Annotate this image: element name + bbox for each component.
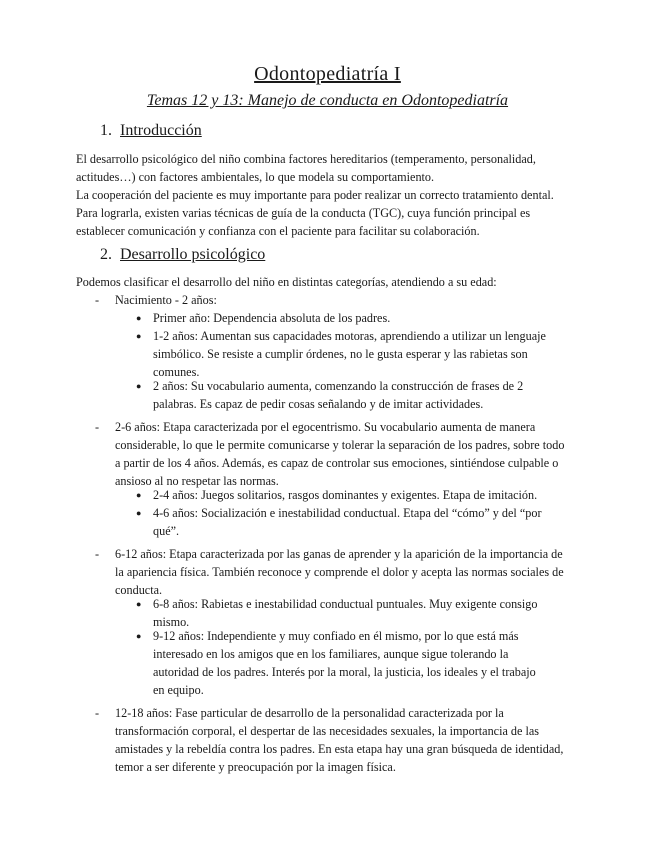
bullet-text: 4-6 años: Socialización e inestabilidad conductual. Etapa del “cómo” y del “por qué”. [153,506,542,538]
dash-marker: - [95,293,100,307]
stage-text: 6-12 años: Etapa caracterizada por las ganas de aprender y la aparición de la importancia de la apariencia física. También reconoce y comprende el dolor y acepta las normas sociales de conducta. [115,547,564,597]
dash-marker: - [95,420,100,434]
section-heading-introduccion [100,122,202,140]
bullet-text: 9-12 años: Independiente y muy confiado en él mismo, por lo que está más interesado en los amigos que en los familiares, aunque sigue tolerando la autoridad de los padres. Interés por la moral, la justicia, los ideales y el trabajo en equipo. [153,629,536,697]
development-lead-paragraph: Podemos clasificar el desarrollo del niño en distintas categorías, atendiendo a su edad: [76,275,497,289]
section-title: Introducción [120,122,202,139]
bullet-icon: ● [136,631,142,641]
section-title: Desarrollo psicológico [120,246,266,263]
bullet-text: Primer año: Dependencia absoluta de los padres. [153,311,391,325]
bullet-icon: ● [136,381,142,391]
dash-marker: - [95,706,100,720]
bullet-icon: ● [136,599,142,609]
document-subtitle: Temas 12 y 13: Manejo de conducta en Odontopediatría [146,92,509,109]
stage-text: 2-6 años: Etapa caracterizada por el egocentrismo. Su vocabulario aumenta de manera considerable, lo que le permite comunicarse y tolerar la separación de los padres, sobre todo a partir de los 4 años. Además, es capaz de controlar sus emociones, sintiéndose culpable o ansioso al no respetar las normas. [115,420,565,488]
section-heading-desarrollo [100,246,265,264]
intro-paragraph-1: El desarrollo psicológico del niño combina factores hereditarios (temperamento, personalidad, actitudes…) con factores ambientales, lo que modela su comportamiento. [76,152,536,184]
bullet-text: 1-2 años: Aumentan sus capacidades motoras, aprendiendo a utilizar un lenguaje simbólico. Se resiste a cumplir órdenes, no le gusta esperar y las rabietas son comunes. [153,329,546,379]
bullet-icon: ● [136,490,142,500]
bullet-icon: ● [136,313,142,323]
bullet-icon: ● [136,508,142,518]
bullet-text: 2-4 años: Juegos solitarios, rasgos dominantes y exigentes. Etapa de imitación. [153,488,538,502]
document-title: Odontopediatría I [254,63,401,85]
bullet-text: 6-8 años: Rabietas e inestabilidad conductual puntuales. Muy exigente consigo mismo. [153,597,538,629]
intro-paragraph-2: La cooperación del paciente es muy importante para poder realizar un correcto tratamiento dental. Para lograrla, existen varias técnicas de guía de la conducta (TGC), cuya función principal es establecer comunicación y confianza con el paciente para facilitar su colaboración. [76,188,554,238]
stage-text: 12-18 años: Fase particular de desarrollo de la personalidad caracterizada por la transformación corporal, el despertar de las necesidades sexuales, la importancia de las amistades y la rebeldía contra los padres. En esta etapa hay una gran búsqueda de identidad, temor a ser diferente y preocupación por la imagen física. [115,706,564,774]
stage-text: Nacimiento - 2 años: [115,293,217,307]
bullet-text: 2 años: Su vocabulario aumenta, comenzando la construcción de frases de 2 palabras. Es capaz de pedir cosas señalando y de imitar actividades. [153,379,524,411]
section-number: 1. [100,122,112,139]
dash-marker: - [95,547,100,561]
section-number: 2. [100,246,112,263]
bullet-icon: ● [136,331,142,341]
